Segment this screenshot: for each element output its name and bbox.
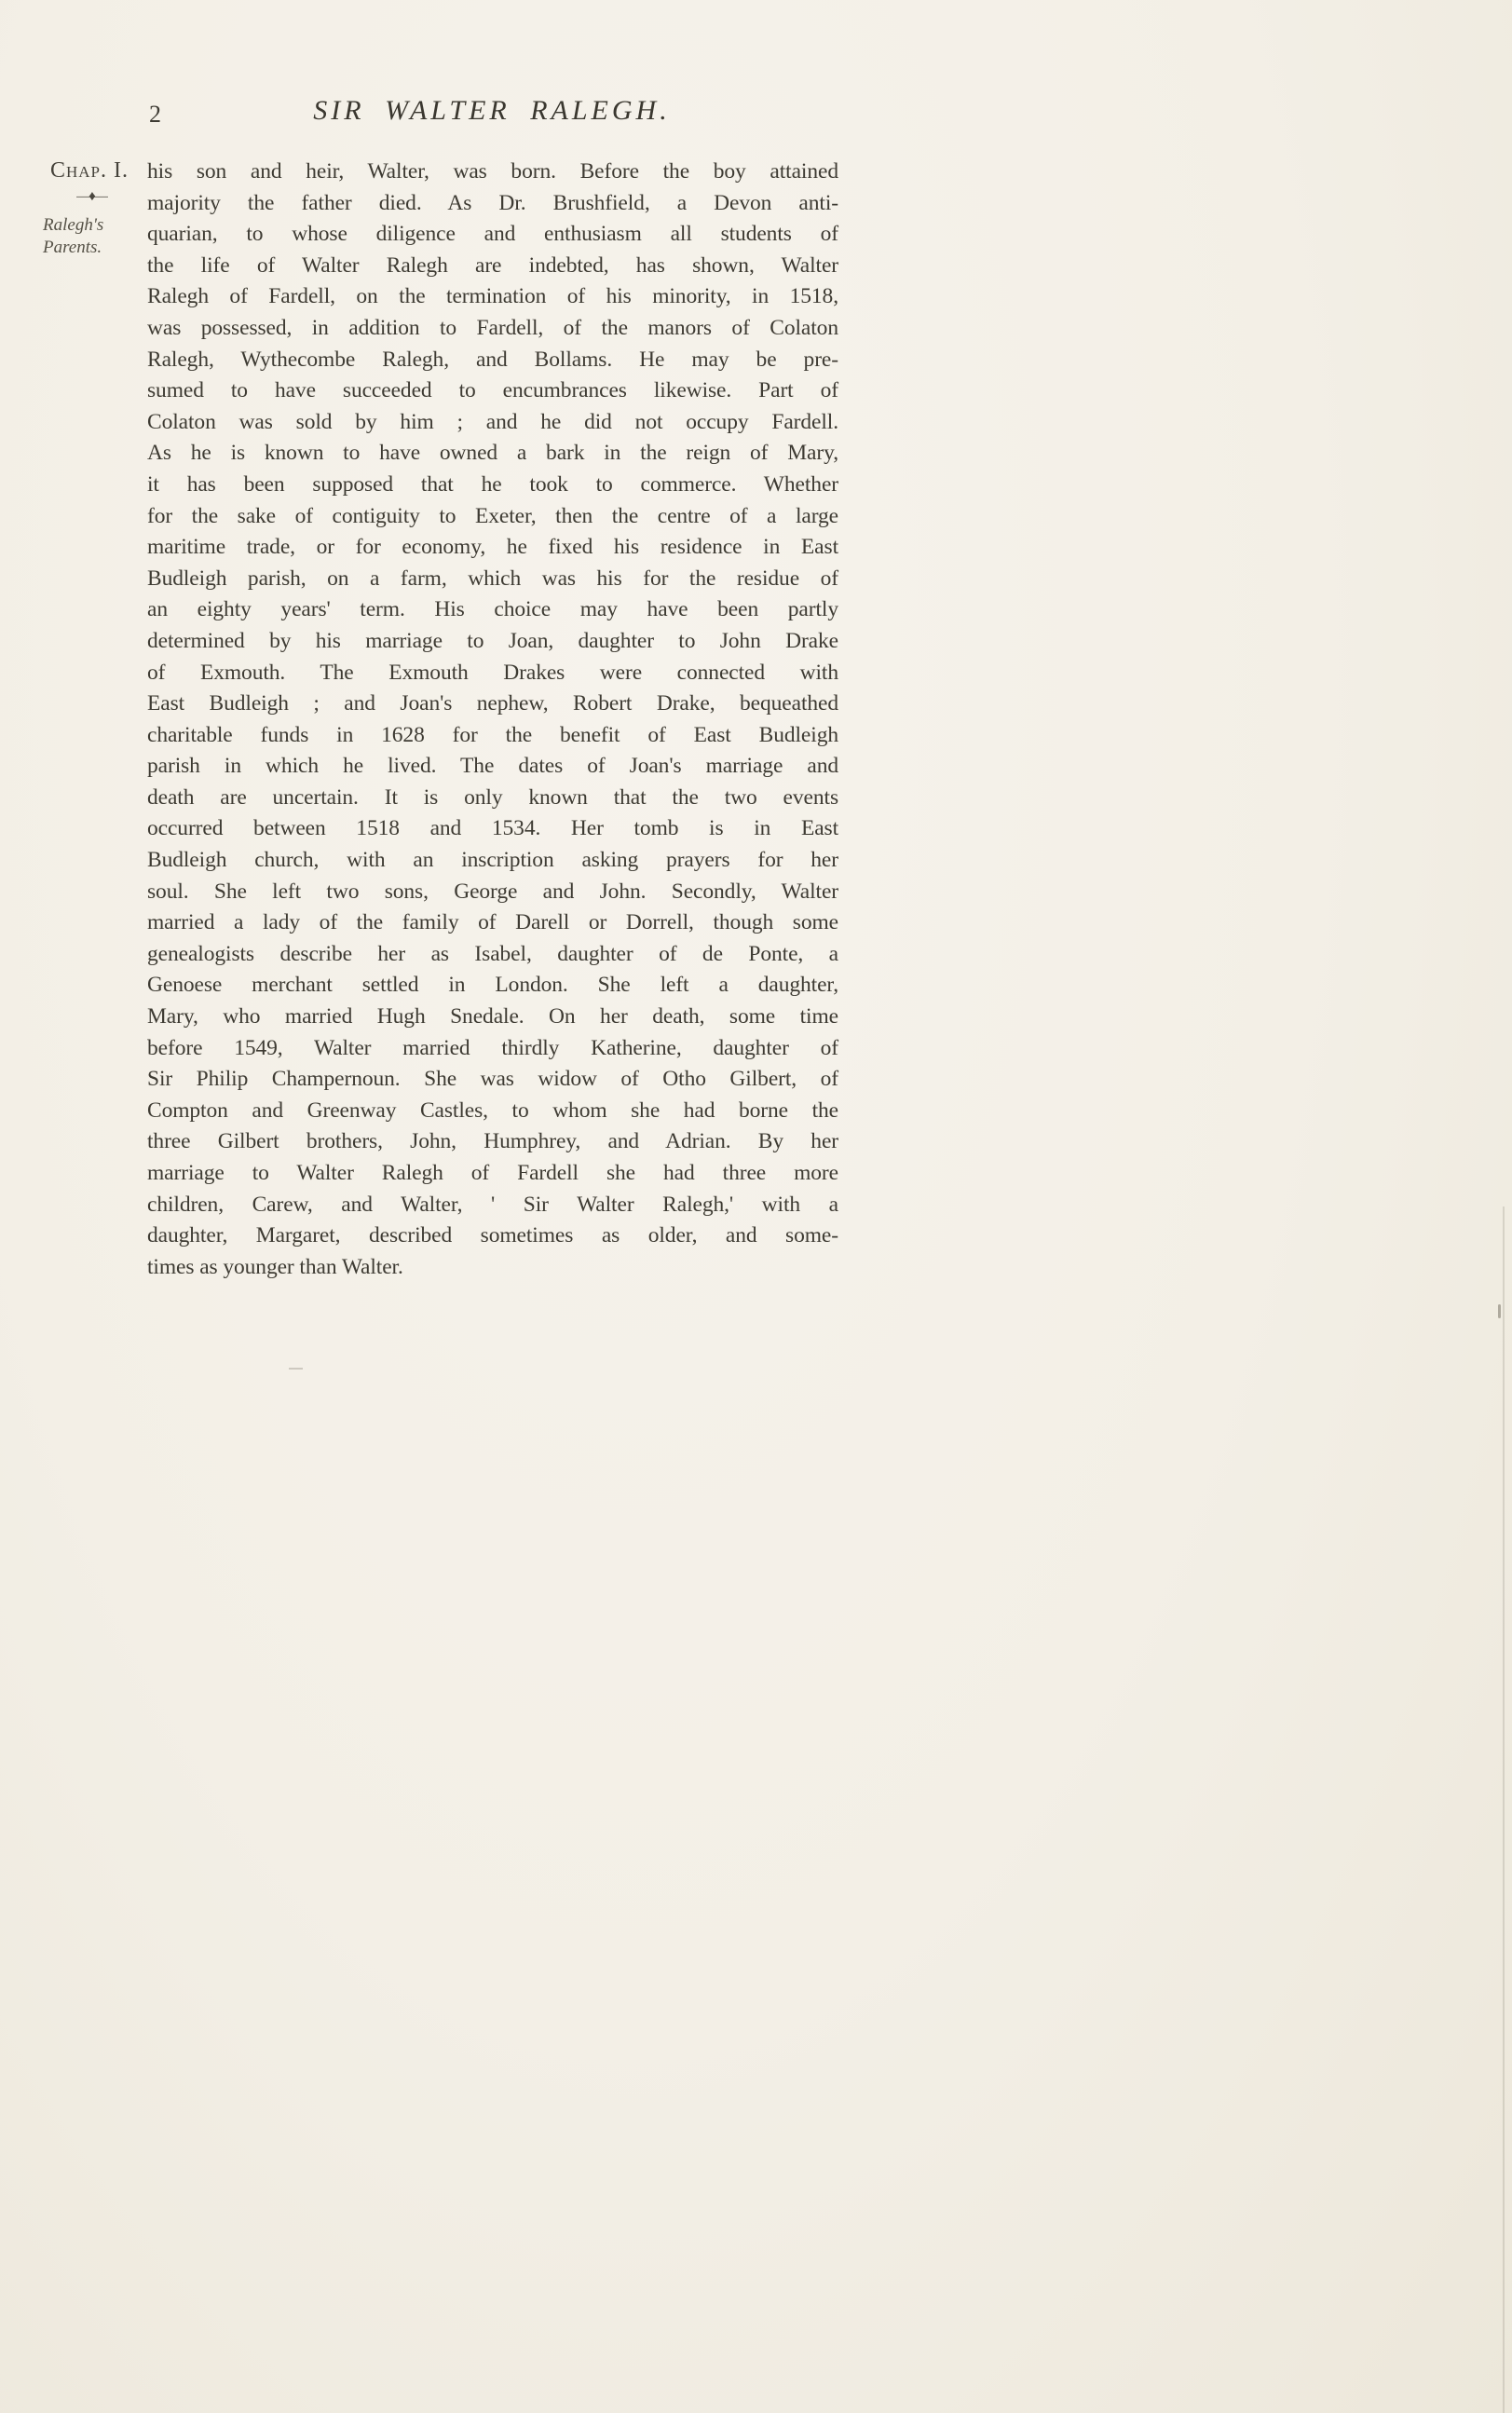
body-line: Mary, who married Hugh Snedale. On her death, some time	[147, 1004, 838, 1029]
body-line: married a lady of the family of Darell or Dorrell, though some	[147, 910, 838, 935]
margin-note-line: Parents.	[43, 238, 102, 257]
body-line: three Gilbert brothers, John, Humphrey, and Adrian. By her	[147, 1129, 838, 1154]
body-line: quarian, to whose diligence and enthusiasm all students of	[147, 222, 838, 247]
page-header	[147, 93, 837, 136]
body-line: of Exmouth. The Exmouth Drakes were connected with	[147, 660, 838, 685]
body-line: occurred between 1518 and 1534. Her tomb is in East	[147, 816, 838, 841]
margin-note-line: Ralegh's	[43, 215, 104, 235]
body-line: death are uncertain. It is only known that the two events	[147, 784, 838, 810]
body-line: times as younger than Walter.	[147, 1254, 403, 1279]
marginalia	[39, 158, 143, 259]
body-line: Ralegh, Wythecombe Ralegh, and Bollams. He may be pre-	[147, 347, 838, 372]
page-number: 2	[149, 101, 162, 128]
body-line: Genoese merchant settled in London. She left a daughter,	[147, 973, 838, 998]
scan-artifact-edge-line	[1503, 1206, 1505, 2413]
body-line: Compton and Greenway Castles, to whom she had borne the	[147, 1097, 838, 1123]
chapter-label: Chap. I.	[50, 158, 129, 183]
body-text	[147, 157, 838, 1283]
scan-artifact-edge-mark	[1498, 1304, 1501, 1318]
body-line: for the sake of contiguity to Exeter, then the centre of a large	[147, 503, 838, 528]
body-line: Ralegh of Fardell, on the termination of his minority, in 1518,	[147, 284, 838, 309]
body-line: an eighty years' term. His choice may have been partly	[147, 597, 838, 622]
section-ornament: —♦—	[76, 189, 106, 204]
body-line: genealogists describe her as Isabel, daughter of de Ponte, a	[147, 941, 838, 966]
body-line: Budleigh church, with an inscription asking prayers for her	[147, 848, 838, 873]
body-line: daughter, Margaret, described sometimes as older, and some-	[147, 1223, 838, 1248]
body-line: Colaton was sold by him ; and he did not occupy Fardell.	[147, 409, 838, 434]
body-line: maritime trade, or for economy, he fixed his residence in East	[147, 535, 838, 560]
body-line: marriage to Walter Ralegh of Fardell she had three more	[147, 1161, 838, 1185]
body-line: sumed to have succeeded to encumbrances likewise. Part of	[147, 378, 838, 403]
body-line: the life of Walter Ralegh are indebted, has shown, Walter	[147, 252, 838, 278]
body-line: majority the father died. As Dr. Brushfield, a Devon anti-	[147, 190, 838, 215]
body-line: determined by his marriage to Joan, daughter to John Drake	[147, 628, 838, 653]
body-line: was possessed, in addition to Fardell, of the manors of Colaton	[147, 315, 838, 340]
body-line: his son and heir, Walter, was born. Before the boy attained	[147, 159, 838, 184]
body-line: As he is known to have owned a bark in the reign of Mary,	[147, 441, 838, 466]
margin-note	[39, 214, 143, 259]
running-title: SIR WALTER RALEGH.	[313, 95, 671, 126]
scan-artifact-dash	[289, 1368, 303, 1370]
body-line: it has been supposed that he took to commerce. Whether	[147, 471, 838, 497]
body-line: Sir Philip Champernoun. She was widow of Otho Gilbert, of	[147, 1067, 838, 1092]
body-line: soul. She left two sons, George and John. Secondly, Walter	[147, 879, 838, 904]
body-line: East Budleigh ; and Joan's nephew, Robert Drake, bequeathed	[147, 691, 838, 716]
body-line: before 1549, Walter married thirdly Katherine, daughter of	[147, 1035, 838, 1060]
body-line: children, Carew, and Walter, ' Sir Walter Ralegh,' with a	[147, 1192, 838, 1217]
body-line: charitable funds in 1628 for the benefit of East Budleigh	[147, 722, 838, 747]
body-line: parish in which he lived. The dates of Joan's marriage and	[147, 754, 838, 779]
body-line: Budleigh parish, on a farm, which was his for the residue of	[147, 566, 838, 591]
